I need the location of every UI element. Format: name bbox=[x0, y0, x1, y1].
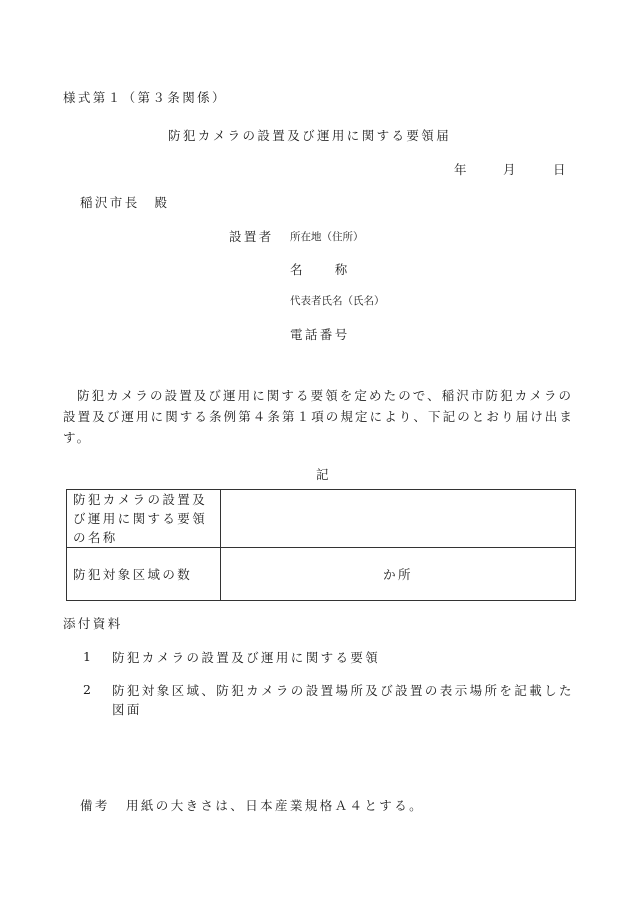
date-day: 日 bbox=[553, 162, 566, 177]
ki-heading: 記 bbox=[316, 467, 329, 482]
area-count-value: か所 bbox=[221, 548, 576, 601]
applicant-address-label: 所在地（住所） bbox=[290, 231, 364, 243]
attachment-item: 防犯対象区域、防犯カメラの設置場所及び設置の表示場所を記載した図面 bbox=[112, 683, 574, 717]
procedure-name-value bbox=[221, 490, 576, 548]
procedure-name-label: 防犯カメラの設置及び運用に関する要領の名称 bbox=[67, 490, 221, 548]
date-year: 年 bbox=[454, 162, 467, 177]
date-month: 月 bbox=[503, 162, 516, 177]
applicant-representative-label: 代表者氏名（氏名） bbox=[290, 295, 385, 307]
attachment-item: 防犯カメラの設置及び運用に関する要領 bbox=[112, 650, 381, 665]
remarks-label: 備考 bbox=[80, 798, 110, 813]
addressee: 稲沢市長 殿 bbox=[80, 195, 170, 210]
body-paragraph: 防犯カメラの設置及び運用に関する要領を定めたので、稲沢市防犯カメラの設置及び運用に関する条例第４条第１項の規定により、下記のとおり届け出ます。 bbox=[63, 388, 575, 445]
table-row bbox=[67, 490, 576, 548]
area-count-label: 防犯対象区域の数 bbox=[67, 548, 221, 601]
attachments-heading: 添付資料 bbox=[63, 616, 123, 631]
remarks-text: 用紙の大きさは、日本産業規格Ａ４とする。 bbox=[126, 798, 425, 813]
form-number: 様式第１（第３条関係） bbox=[63, 90, 227, 105]
applicant-heading: 設置者 bbox=[229, 229, 274, 244]
applicant-phone-label: 電話番号 bbox=[290, 327, 350, 342]
details-table bbox=[66, 489, 576, 601]
applicant-name-label: 名 称 bbox=[290, 262, 350, 277]
table-row bbox=[67, 548, 576, 601]
attachment-number: 2 bbox=[83, 682, 91, 697]
attachment-number: 1 bbox=[83, 649, 91, 664]
form-title: 防犯カメラの設置及び運用に関する要領届 bbox=[168, 128, 452, 143]
